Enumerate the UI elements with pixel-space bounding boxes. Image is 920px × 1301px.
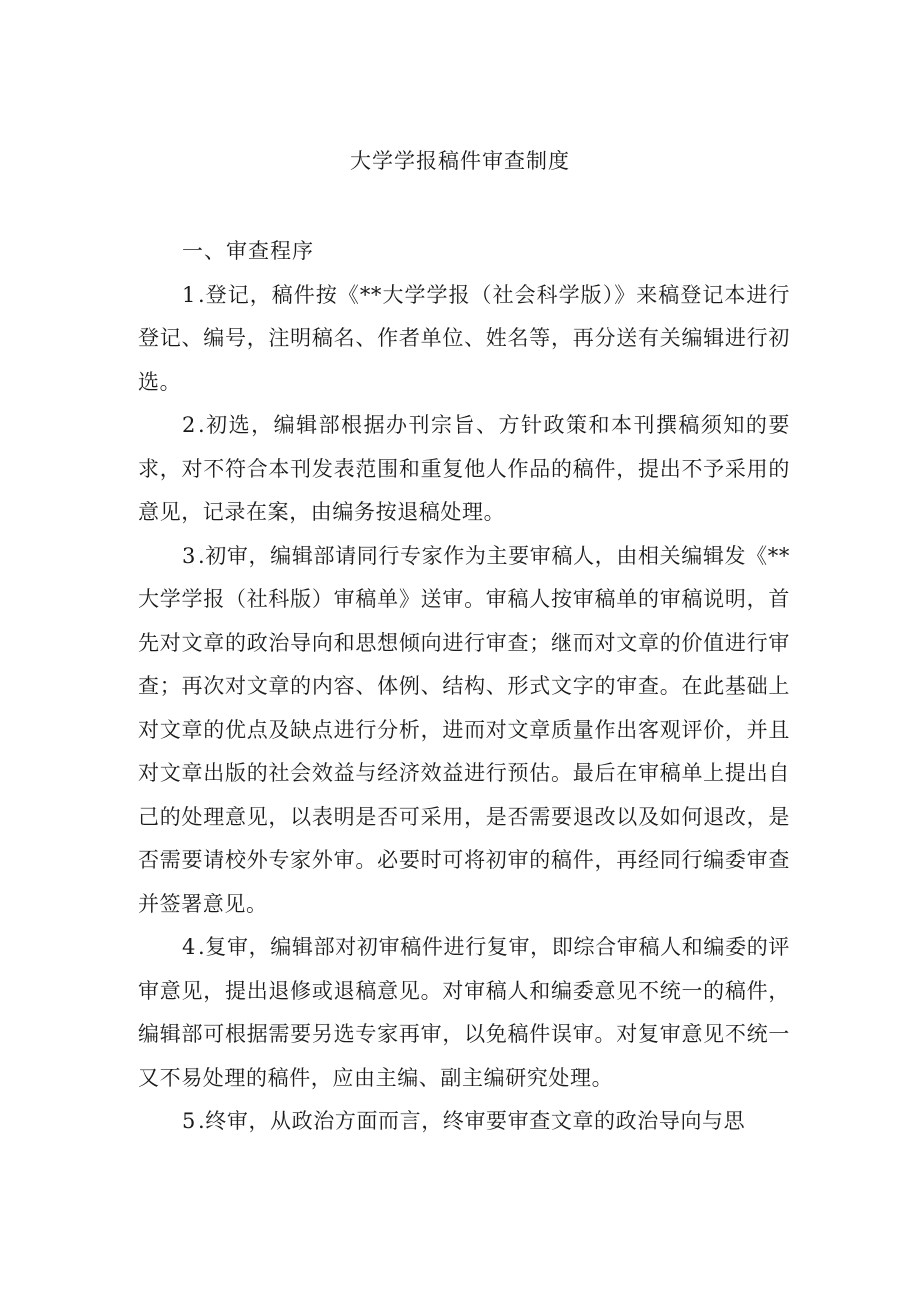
paragraph-text: .初选，编辑部根据办刊宗旨、方针政策和本刊撰稿须知的要求，对不符合本刊发表范围和重复他人作品的稿件，提出不予采用的意见，记录在案，由编务按退稿处理。 (138, 413, 790, 524)
paragraph-text: .登记，稿件按《**大学学报（社会科学版）》来稿登记本进行登记、编号，注明稿名、作者单位、姓名等，再分送有关编辑进行初选。 (138, 282, 790, 394)
paragraph-registration (138, 274, 790, 405)
document-body (138, 230, 790, 1144)
paragraph-number: 1 (182, 282, 196, 307)
document-title: 大学学报稿件审查制度 (350, 149, 570, 173)
paragraph-text: .初审，编辑部请同行专家作为主要审稿人，由相关编辑发《**大学学报（社科版）审稿单》送审。审稿人按审稿单的审稿说明，首先对文章的政治导向和思想倾向进行审查；继而对文章的价值进行审查；再次对文章的内容、体例、结构、形式文字的审查。在此基础上对文章的优点及缺点进行分析，进而对文章质量作出客观评价，并且对文章出版的社会效益与经济效益进行预估。最后在审稿单上提出自己的处理意见，以表明是否可采用，是否需要退改以及如何退改，是否需要请校外专家外审。必要时可将初审的稿件，再经同行编委审查并签署意见。 (138, 543, 790, 916)
paragraph-text: .终审，从政治方面而言，终审要审查文章的政治导向与思 (197, 1109, 746, 1133)
paragraph-final-review (138, 1100, 790, 1144)
paragraph-number: 2 (182, 413, 196, 437)
paragraph-second-review (138, 926, 790, 1100)
paragraph-preliminary-selection (138, 404, 790, 535)
paragraph-text: .复审，编辑部对初审稿件进行复审，即综合审稿人和编委的评审意见，提出退修或退稿意见。对审稿人和编委意见不统一的稿件，编辑部可根据需要另选专家再审，以免稿件误审。对复审意见不统一又不易处理的稿件，应由主编、副主编研究处理。 (138, 935, 790, 1090)
section-heading: 一、审查程序 (182, 239, 314, 263)
paragraph-first-review (138, 535, 790, 927)
paragraph-number: 4 (182, 935, 196, 959)
paragraph-number: 5 (182, 1109, 196, 1133)
paragraph-number: 3 (182, 543, 196, 568)
